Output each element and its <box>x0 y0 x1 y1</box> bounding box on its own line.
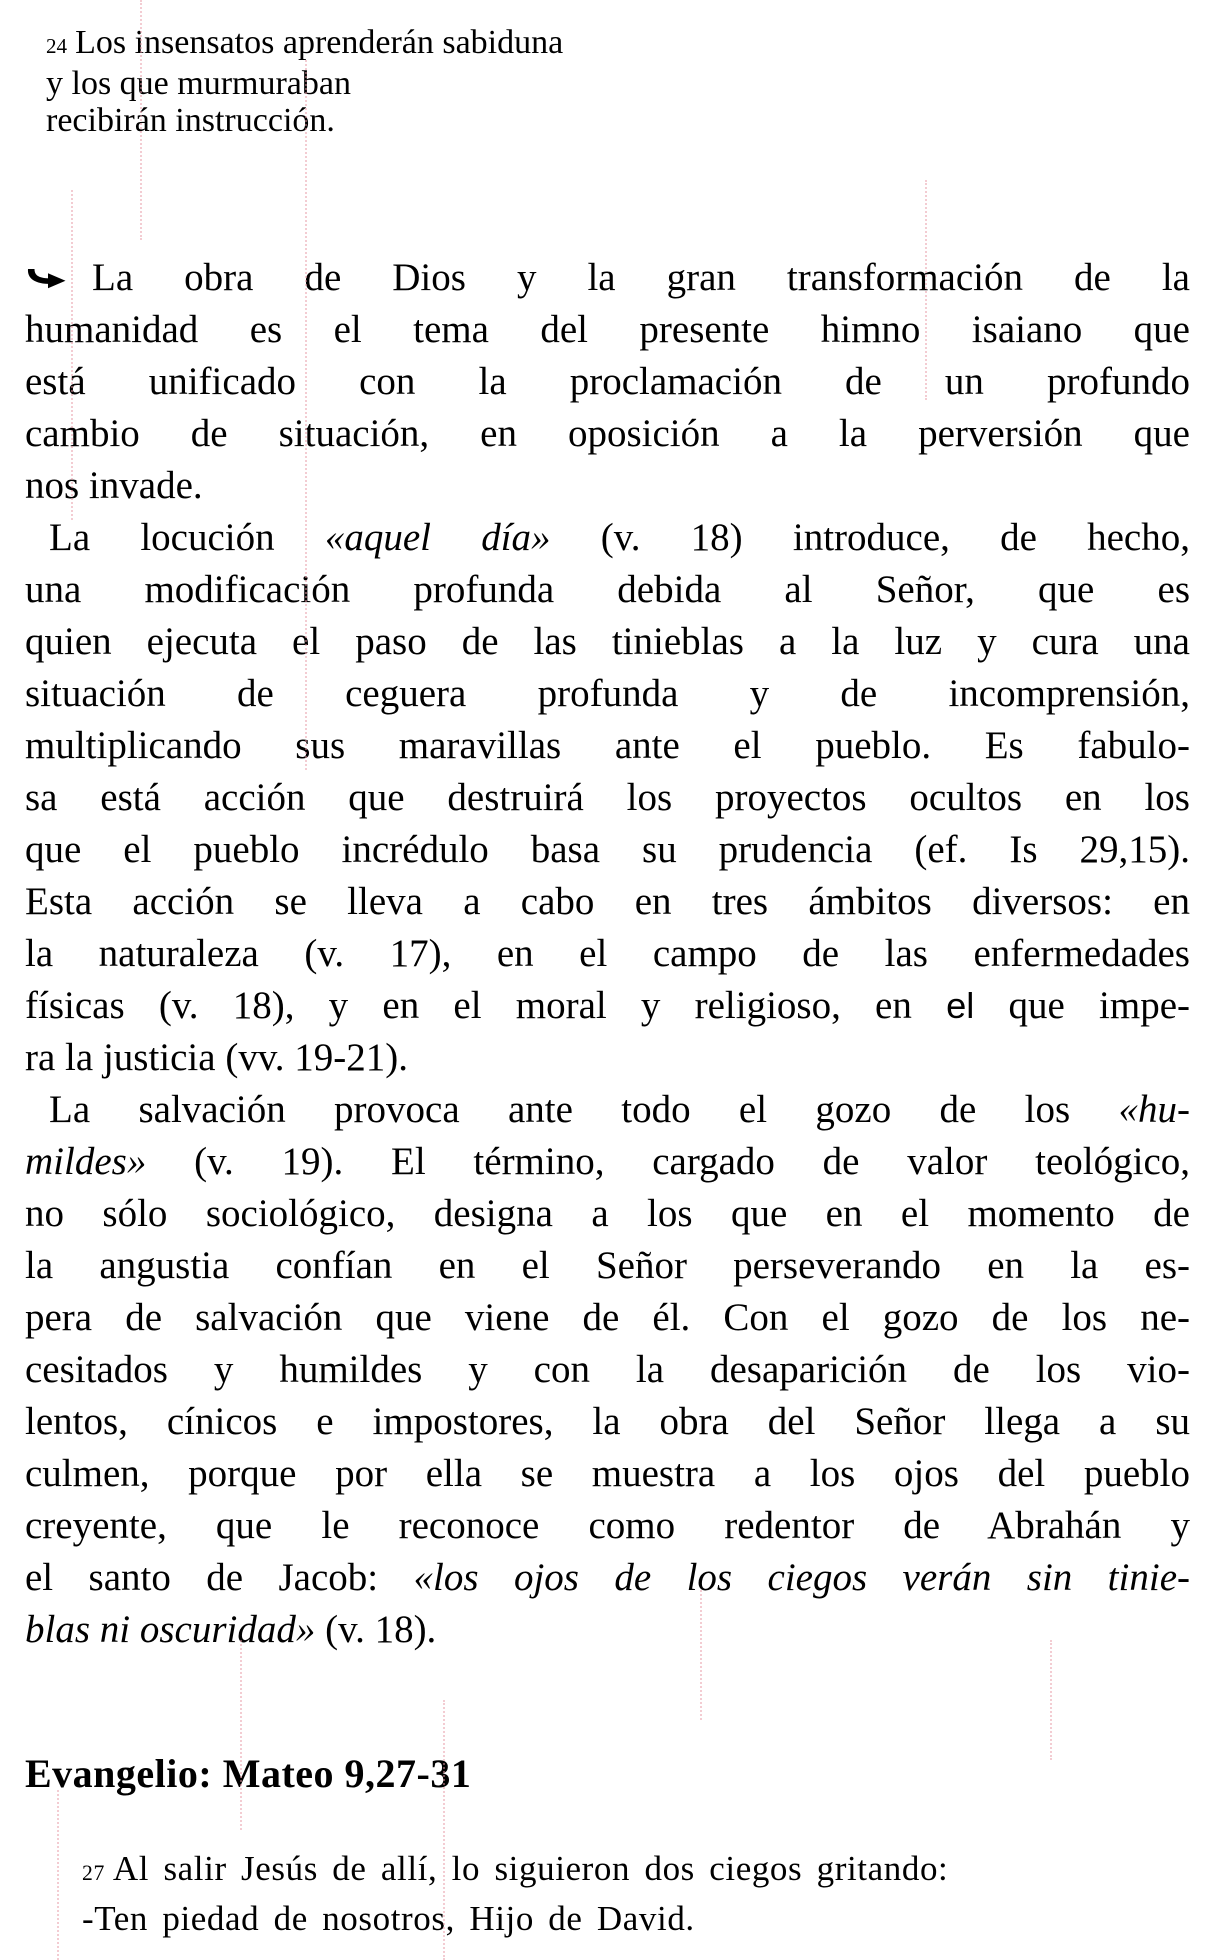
text-line <box>25 460 1190 512</box>
text-line <box>25 980 1190 1032</box>
body-text: el santo de Jacob: <box>25 1556 414 1599</box>
sans-glyph-text: el <box>946 985 975 1026</box>
verse-number: 24 <box>46 34 68 58</box>
body-text: físicas (v. 18), y en el moral y religioso, en <box>25 984 947 1027</box>
body-text: multiplicando sus maravillas ante el pueblo. Es fabulo- <box>25 724 1190 767</box>
text-line <box>25 1136 1190 1188</box>
body-text: Esta acción se lleva a cabo en tres ámbitos diversos: en <box>25 880 1190 923</box>
text-line <box>25 408 1190 460</box>
scan-artifact-line <box>1050 1640 1052 1760</box>
verse-line: 24 Los insensatos aprenderán sabiduna <box>46 24 564 61</box>
paragraph <box>25 1084 1190 1656</box>
verse-line: y los que murmuraban <box>46 65 351 102</box>
text-line <box>25 252 1190 304</box>
scan-artifact-line <box>57 1790 59 1960</box>
paragraph <box>25 252 1190 512</box>
body-text: está unificado con la proclamación de un profundo <box>25 360 1190 403</box>
text-line <box>25 1032 1190 1084</box>
body-text: lentos, cínicos e impostores, la obra del Señor llega a su <box>25 1400 1190 1443</box>
text-line <box>25 876 1190 928</box>
body-text: la angustia confían en el Señor perseverando en la es- <box>25 1244 1190 1287</box>
verse-line: recibirán instrucción. <box>46 102 335 139</box>
body-text: que el pueblo incrédulo basa su prudencia (ef. Is 29,15). <box>25 828 1190 871</box>
body-text: (v. 18). <box>315 1608 437 1651</box>
body-text: (v. 19). El término, cargado de valor teológico, <box>146 1140 1190 1183</box>
body-text: una modificación profunda debida al Señor, que es <box>25 568 1190 611</box>
text-line <box>25 824 1190 876</box>
text-line <box>25 720 1190 772</box>
verse-line: 27 Al salir Jesús de allí, lo siguieron dos ciegos gritando: <box>82 1849 949 1888</box>
text-line <box>25 668 1190 720</box>
text-line <box>25 1240 1190 1292</box>
body-text: (v. 18) introduce, de hecho, <box>550 516 1190 559</box>
body-text: creyente, que le reconoce como redentor de Abrahán y <box>25 1504 1190 1547</box>
text-line <box>25 356 1190 408</box>
text-line <box>25 304 1190 356</box>
body-text: La obra de Dios y la gran transformación de la <box>92 256 1190 299</box>
scripture-quote-bottom <box>82 1846 948 1942</box>
section-heading-evangelio: Evangelio: Mateo 9,27-31 <box>25 1751 472 1796</box>
text-line <box>25 616 1190 668</box>
text-line <box>25 772 1190 824</box>
body-text: sa está acción que destruirá los proyectos ocultos en los <box>25 776 1190 819</box>
body-text: quien ejecuta el paso de las tinieblas a la luz y cura una <box>25 620 1190 663</box>
redirect-arrow-icon <box>25 269 66 291</box>
text-line <box>25 1448 1190 1500</box>
text-line <box>25 512 1190 564</box>
commentary-body <box>25 252 1190 1656</box>
text-line <box>25 1188 1190 1240</box>
verse-number: 27 <box>82 1861 105 1885</box>
italic-citation-text: «los ojos de los ciegos verán sin tinie- <box>413 1556 1190 1599</box>
body-text: nos invade. <box>25 464 203 507</box>
scripture-quote-top <box>46 24 563 139</box>
text-line <box>25 1396 1190 1448</box>
body-text: que impe- <box>974 984 1190 1027</box>
text-line <box>25 564 1190 616</box>
text-line <box>25 1604 1190 1656</box>
body-text: cambio de situación, en oposición a la perversión que <box>25 412 1190 455</box>
text-line <box>25 1292 1190 1344</box>
italic-citation-text: «aquel día» <box>324 516 551 559</box>
body-text: la naturaleza (v. 17), en el campo de las enfermedades <box>25 932 1190 975</box>
body-text: La locución <box>49 516 325 559</box>
body-text: humanidad es el tema del presente himno isaiano que <box>25 308 1190 351</box>
text-line <box>25 1552 1190 1604</box>
italic-citation-text: blas ni oscuridad» <box>25 1608 316 1651</box>
italic-citation-text: «hu- <box>1118 1088 1190 1131</box>
body-text: La salvación provoca ante todo el gozo de los <box>49 1088 1119 1131</box>
paragraph <box>25 512 1190 1084</box>
body-text: situación de ceguera profunda y de incomprensión, <box>25 672 1190 715</box>
verse-line: -Ten piedad de nosotros, Hijo de David. <box>82 1899 695 1938</box>
text-line <box>25 1084 1190 1136</box>
text-line <box>25 1500 1190 1552</box>
text-line <box>25 1344 1190 1396</box>
body-text: cesitados y humildes y con la desaparición de los vio- <box>25 1348 1190 1391</box>
body-text: pera de salvación que viene de él. Con el gozo de los ne- <box>25 1296 1190 1339</box>
body-text: culmen, porque por ella se muestra a los ojos del pueblo <box>25 1452 1190 1495</box>
text-line <box>25 928 1190 980</box>
body-text: ra la justicia (vv. 19-21). <box>25 1036 409 1079</box>
italic-citation-text: mildes» <box>25 1140 147 1183</box>
body-text: no sólo sociológico, designa a los que en el momento de <box>25 1192 1190 1235</box>
scan-artifact-line <box>240 1640 242 1830</box>
